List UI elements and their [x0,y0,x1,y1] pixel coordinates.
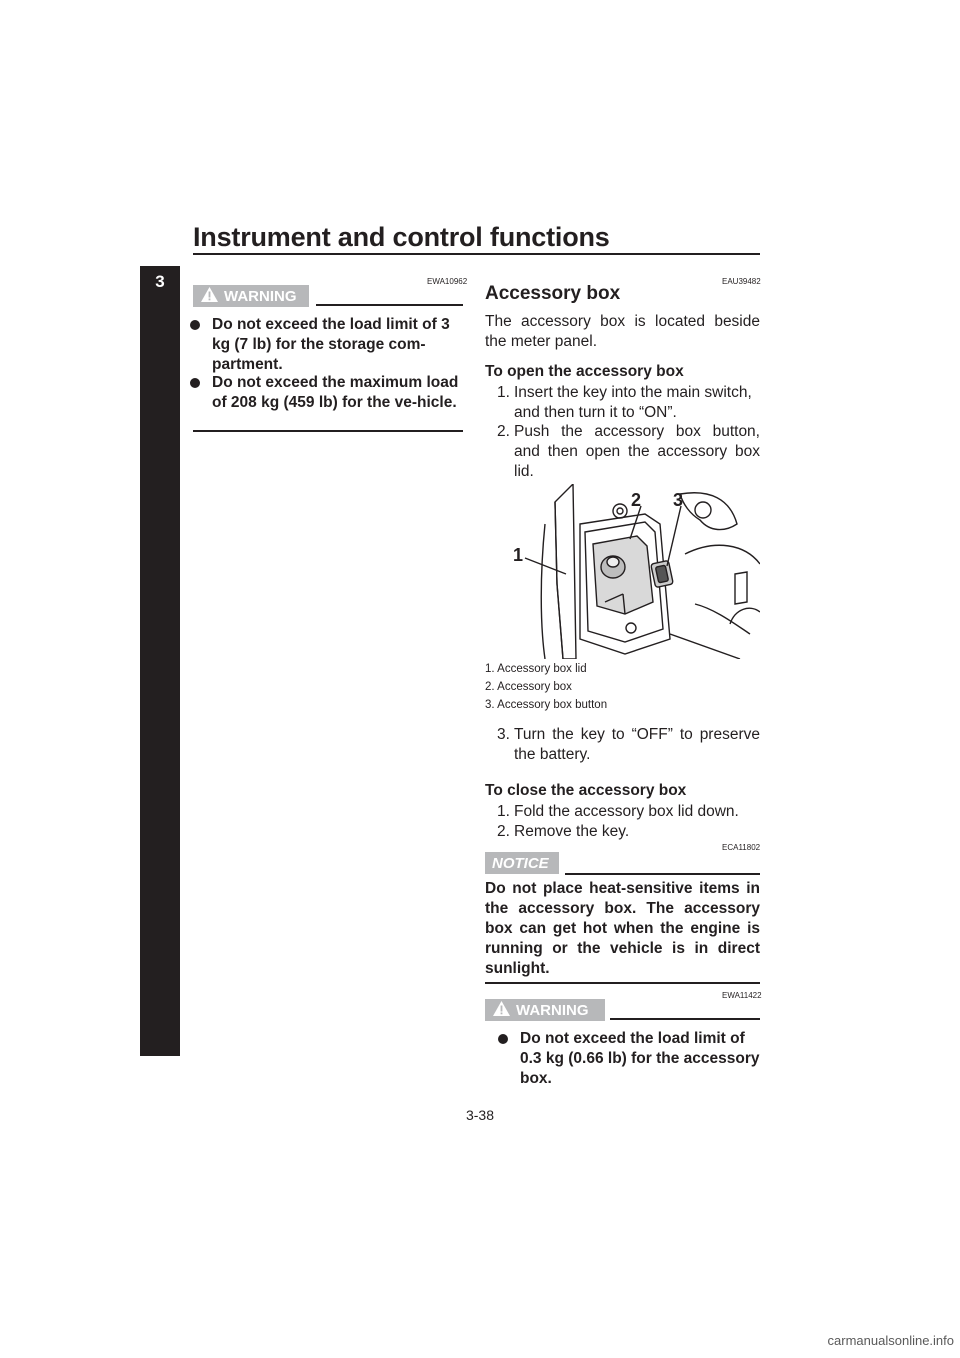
notice-code: ECA11802 [722,843,761,852]
open-step: 1. Insert the key into the main switch, and then turn it to “ON”. [497,384,752,421]
footer-watermark-link[interactable]: carmanualsonline.info [827,1333,954,1348]
bullet-icon [190,378,200,388]
warning-bullet: Do not exceed the load limit of 3 kg (7 lb) for the storage com-partment. [212,315,464,375]
warning-badge [193,285,309,307]
warning-code: EWA11422 [722,991,762,1000]
close-step: 1. Fold the accessory box lid down. [497,803,739,820]
warning-bullet: Do not exceed the maximum load of 208 kg (459 lb) for the ve-hicle. [212,373,464,413]
open-step: 3. Turn the key to “OFF” to preserve the battery. [497,726,760,763]
page-number: 3-38 [465,1107,495,1123]
header-rule [193,253,760,255]
warning-bullet: Do not exceed the load limit of 0.3 kg (0.66 lb) for the accessory box. [520,1029,760,1089]
warning-icon [493,1001,510,1020]
notice-badge: NOTICE [485,852,559,874]
warning-badge-label: WARNING [224,287,297,305]
close-step: 2. Remove the key. [497,823,630,840]
close-heading: To close the accessory box [485,782,687,799]
section-title: Accessory box [485,283,621,304]
chapter-tab [140,266,180,1056]
figure-label: 1 [513,545,524,565]
section-code: EAU39482 [722,277,761,286]
figure-label: 2 [631,490,642,510]
figure-label: 3 [673,490,684,510]
chapter-number: 3 [155,272,165,291]
bullet-icon [190,320,200,330]
notice-end-rule [485,982,760,984]
figure-caption: 2. Accessory box [485,681,572,693]
figure-caption: 1. Accessory box lid [485,663,587,675]
warning-icon [201,287,218,306]
warning-badge-rule [316,304,463,306]
warning-code: EWA10962 [427,277,468,286]
page-header-title: Instrument and control functions [193,222,610,252]
open-heading: To open the accessory box [485,363,684,380]
bullet-icon [498,1034,508,1044]
warning-badge-rule [610,1018,760,1020]
intro-text: The accessory box is located beside the meter panel. [485,313,760,350]
notice-text: Do not place heat-sensitive items in the accessory box. The accessory box can get hot when the engine is running or the vehicle is in direct sunlight. [485,880,760,977]
accessory-box-figure [485,484,760,659]
figure-caption: 3. Accessory box button [485,699,608,711]
warning-badge [485,999,605,1021]
warning-badge-label: WARNING [516,1001,589,1019]
warning-end-rule [193,430,463,432]
notice-badge-rule [565,873,760,875]
open-step: 2. Push the accessory box button, and then open the accessory box lid. [497,423,760,480]
accessory-box-illustration [485,484,760,659]
